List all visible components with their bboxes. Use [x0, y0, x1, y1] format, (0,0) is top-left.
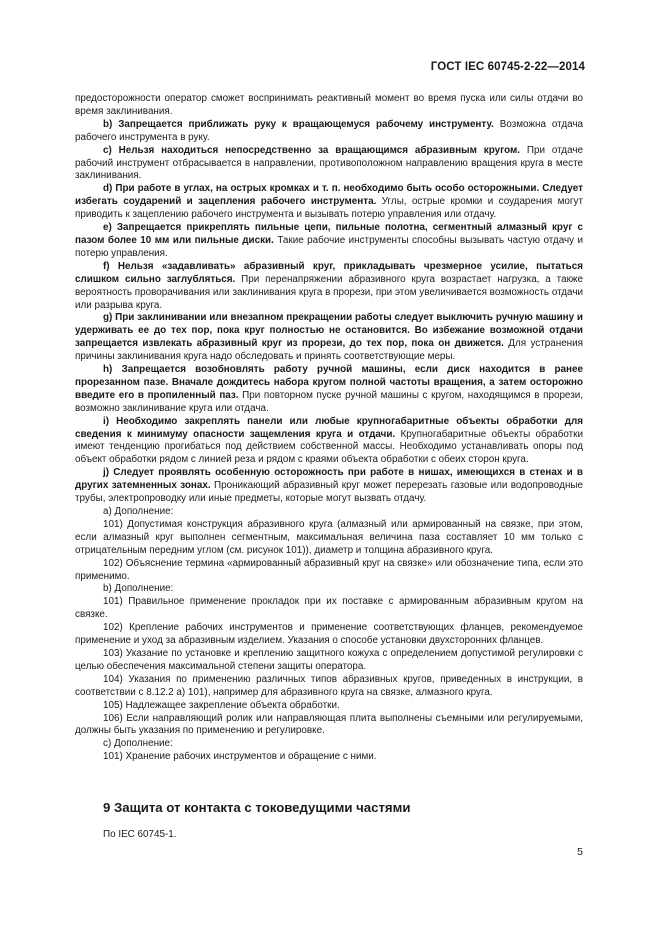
paragraph: 104) Указания по применению различных типов абразивных кругов, приведенных в инструкции, в соответствии с 8.12.2 а) 101), например для абразивного круга на связке, алмазного круга. [75, 673, 583, 698]
body-text [75, 93, 583, 764]
section-heading: 9 Защита от контакта с токоведущими частями [103, 800, 411, 815]
paragraph: b) Дополнение: [103, 583, 174, 595]
paragraph: c) Дополнение: [103, 738, 173, 750]
paragraph: c) Нельзя находиться непосредственно за вращающимся абразивным кругом. При отдаче рабочий инструмент отбрасывается в направлении, противоположном направлению вращения круга в месте заклинивания. [75, 144, 583, 182]
paragraph: 101) Хранение рабочих инструментов и обращение с ними. [103, 751, 377, 763]
paragraph: e) Запрещается прикреплять пильные цепи, пильные полотна, сегментный алмазный круг с пазом более 10 мм или пильные диски. Такие рабочие инструменты способны вызывать частую отдачу и потерю управления. [75, 222, 583, 259]
paragraph: 101) Допустимая конструкция абразивного круга (алмазный или армированный на связке, при этом, если алмазный круг выполнен сегментным, максимальная величина паза составляет 10 мм только с отрицательным передним углом (см. рисунок 101)), диаметр и толщина абразивного круга. [75, 518, 583, 556]
paragraph: j) Следует проявлять особенную осторожность при работе в нишах, имеющихся в стенах и в других затемненных зонах. Проникающий абразивный круг может перерезать газовые или водопроводные трубы, электропроводку или иные предметы, которые могут вызвать отдачу. [75, 467, 584, 505]
document-header: ГОСТ IEC 60745-2-22—2014 [430, 61, 585, 73]
paragraph: b) Запрещается приближать руку к вращающемуся рабочему инструменту. Возможна отдача рабочего инструмента в руку. [75, 118, 583, 143]
paragraph: 103) Указание по установке и креплению защитного кожуха с определением допустимой регулировки с целью обеспечения максимальной степени защиты оператора. [75, 647, 583, 672]
paragraph: 102) Объяснение термина «армированный абразивный круг на связке» или обозначение типа, если это применимо. [75, 557, 583, 582]
paragraph: 105) Надлежащее закрепление объекта обработки. [103, 699, 340, 711]
paragraph: a) Дополнение: [103, 506, 174, 517]
paragraph: g) При заклинивании или внезапном прекращении работы следует выключить ручную машину и удерживать ее до тех пор, пока круг полностью не остановится. Во избежание возможной отдачи запрещается извлекать абразивный круг из прорези, до тех пор, пока он движется. Для устранения причины заклинивания круга надо обследовать и принять соответствующие меры. [75, 312, 583, 363]
paragraph: d) При работе в углах, на острых кромках и т. п. необходимо быть особо осторожными. Следует избегать соударений и зацепления рабочего инструмента. Углы, острые кромки и соударения могут приводить к зацеплению рабочего инструмента и вызывать потерю управления или отдачу. [75, 183, 583, 221]
page-number: 5 [577, 846, 583, 858]
paragraph: 101) Правильное применение прокладок при их поставке с армированным абразивным кругом на связке. [75, 596, 583, 621]
paragraph: 102) Крепление рабочих инструментов и применение соответствующих фланцев, рекомендуемое применение и уход за абразивным изделием. Указания о способе установки двухсторонних фланцев. [75, 622, 583, 647]
paragraph: предосторожности оператор сможет воспринимать реактивный момент во время пуска или силы отдачи во время заклинивания. [75, 93, 583, 117]
paragraph: 106) Если направляющий ролик или направляющая плита выполнены съемными или регулируемыми, должны быть указания по применению и регулировке. [75, 712, 583, 737]
paragraph: f) Нельзя «задавливать» абразивный круг, прикладывать чрезмерное усилие, пытаться слишком сильно заглубляться. При перенапряжении абразивного круга возрастает нагрузка, а также вероятность проворачивания или заклинивания круга в прорези, при этом увеличивается возможность отдачи или разрыва круга. [75, 260, 583, 311]
paragraph: i) Необходимо закреплять панели или любые крупногабаритные объекты обработки для сведения к минимуму опасности защемления круга и отдачи. Крупногабаритные объекты обработки имеют тенденцию прогибаться под действием собственной массы. Необходимо устанавливать опоры под объект обработки рядом с линией реза и рядом с краями объекта обработки с обеих сторон круга. [75, 415, 583, 466]
section-text: По IEC 60745-1. [103, 829, 177, 840]
paragraph: h) Запрещается возобновлять работу ручной машины, если диск находится в ранее прорезанном пазе. Вначале дождитесь набора кругом полной частоты вращения, а затем осторожно введите его в пропиленный паз. При повторном пуске ручной машины с кругом, находящимся в прорези, возможно заклинивание круга или отдача. [75, 364, 583, 414]
